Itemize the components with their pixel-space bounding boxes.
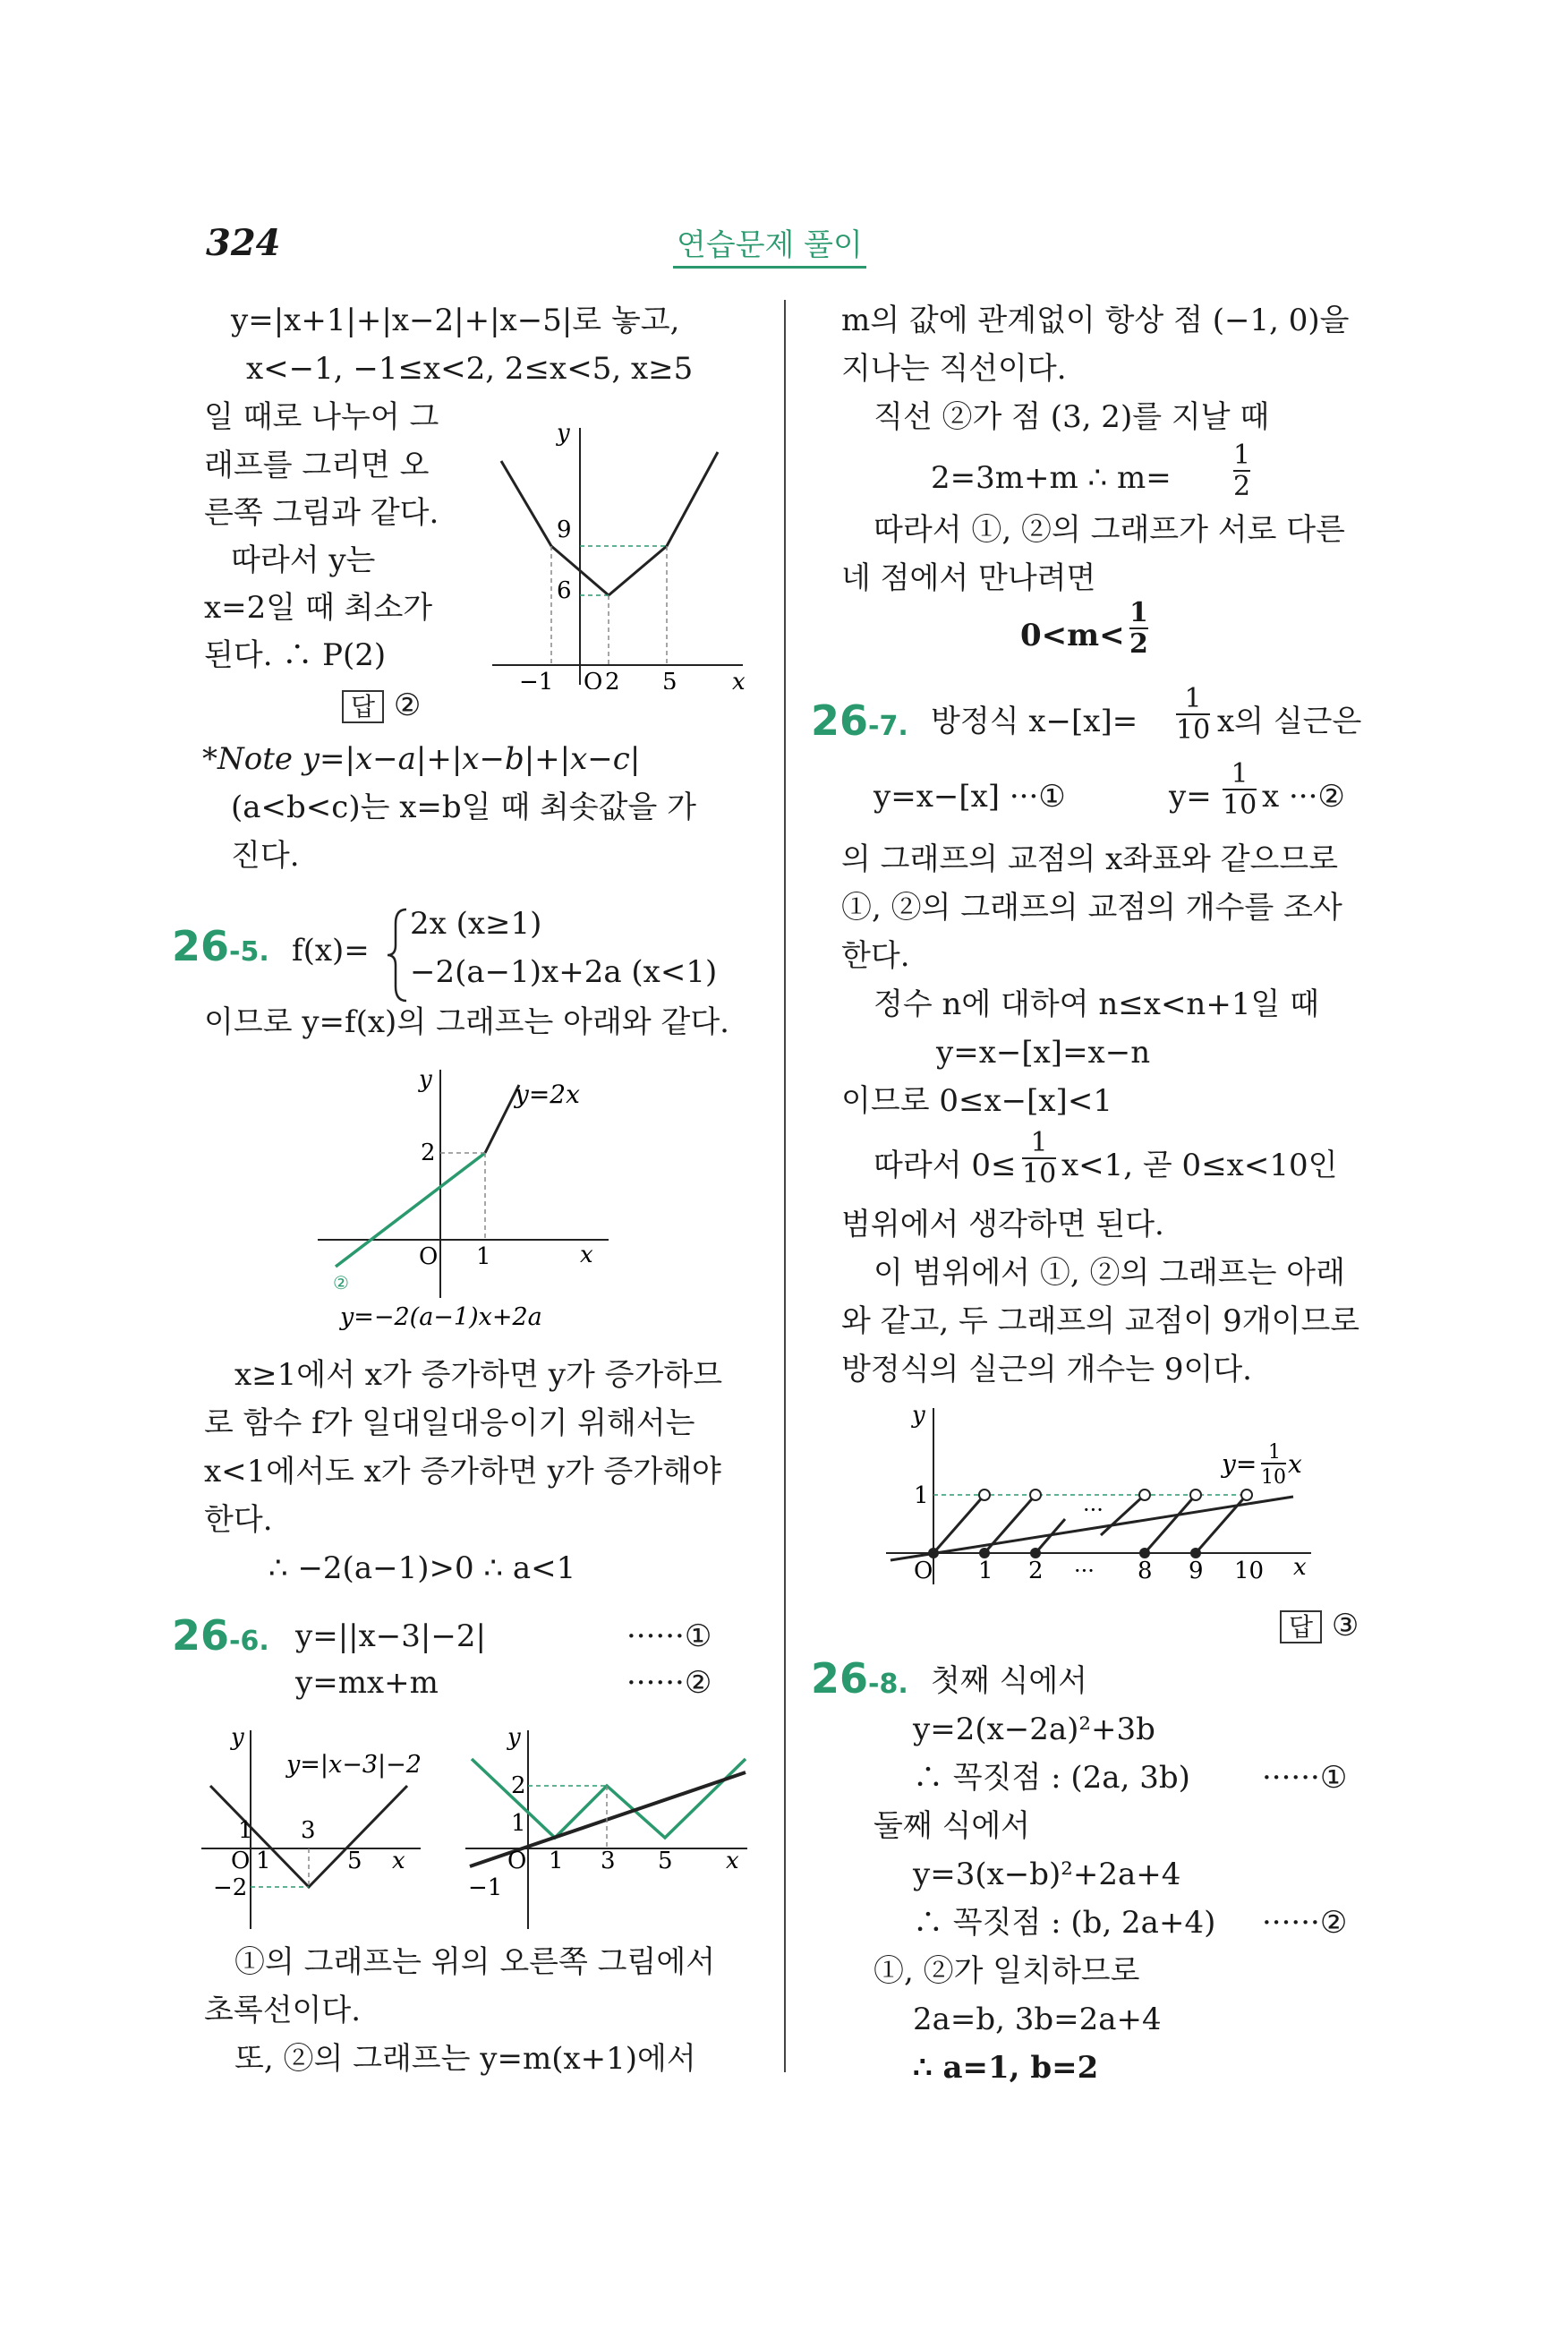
- x-label: x: [726, 1848, 739, 1874]
- frac-den: 2: [1233, 471, 1251, 502]
- left-text-3: 일 때로 나누어 그: [204, 399, 439, 435]
- x-label: x: [580, 1242, 593, 1268]
- problem-26-8-number: [811, 1654, 908, 1703]
- p8-text-3: 둘째 식에서: [873, 1808, 1031, 1844]
- open-point: [1241, 1490, 1252, 1500]
- origin-label: O: [914, 1558, 933, 1584]
- note-1: *Note y=|x−a|+|x−b|+|x−c|: [202, 741, 641, 777]
- problem-num: 26: [172, 1611, 230, 1660]
- open-point: [1190, 1490, 1201, 1500]
- p6-text-2: 초록선이다.: [204, 1993, 362, 2028]
- tick-10: 10: [1234, 1558, 1265, 1584]
- note-3: 진다.: [231, 838, 300, 874]
- line-frac-den: 10: [1261, 1466, 1286, 1489]
- tick-2: 2: [511, 1772, 526, 1799]
- p7-text-5: y=x−[x]=x−n: [936, 1035, 1151, 1071]
- tick-2: 2: [605, 669, 620, 689]
- sawtooth-segment: [984, 1495, 1035, 1553]
- right-text-3: 직선 ②가 점 (3, 2)를 지날 때: [873, 399, 1270, 435]
- right-text-6: 네 점에서 만나려면: [841, 560, 1096, 596]
- tick-2: 2: [1028, 1558, 1044, 1584]
- tick-8: 8: [1138, 1558, 1153, 1584]
- x-label: x: [392, 1848, 405, 1874]
- left-text-4: 래프를 그리면 오: [204, 448, 430, 483]
- mid-dots: ···: [1083, 1498, 1104, 1523]
- left-text-2: x<−1, −1≤x<2, 2≤x<5, x≥5: [246, 351, 694, 387]
- sawtooth-segment: [933, 1495, 984, 1553]
- tick-1: 1: [511, 1810, 526, 1837]
- tick-1: 1: [978, 1558, 993, 1584]
- p7-text-3: 한다.: [841, 938, 910, 974]
- tick-1: 1: [238, 1817, 253, 1844]
- tick-dots: ···: [1074, 1558, 1095, 1584]
- func-label: y=|x−3|−2: [286, 1751, 422, 1779]
- frac-num: 1: [1184, 683, 1202, 714]
- brace-icon: [385, 906, 412, 1004]
- p8-text-8: ∴ a=1, b=2: [913, 2050, 1099, 2086]
- p8-text-2: ∴ 꼭짓점 : (2a, 3b): [913, 1760, 1190, 1796]
- frac-num: 1: [1231, 758, 1248, 790]
- sawtooth-segment: [1196, 1495, 1247, 1553]
- tick-2: 2: [421, 1140, 436, 1166]
- frac-den: 10: [1223, 790, 1257, 821]
- problem-sub: -8.: [868, 1669, 908, 1700]
- y-label: y: [231, 1724, 244, 1751]
- p5-case-2: −2(a−1)x+2a (x<1): [410, 954, 718, 990]
- answer-box-label: 답: [342, 690, 384, 723]
- y-label: y: [507, 1724, 521, 1751]
- p7-text-8: 범위에서 생각하면 된다.: [841, 1207, 1164, 1242]
- frac-den: 10: [1022, 1158, 1057, 1190]
- tick-x1: 1: [549, 1848, 564, 1874]
- sawtooth-segment: [1145, 1495, 1196, 1553]
- problem-num: 26: [172, 922, 230, 970]
- fraction-m: [1233, 440, 1250, 501]
- p8-text-4: y=3(x−b)²+2a+4: [913, 1857, 1181, 1892]
- left-text-1: y=|x+1|+|x−2|+|x−5|로 놓고,: [231, 303, 680, 338]
- p8-text-7: 2a=b, 3b=2a+4: [913, 2002, 1162, 2037]
- curve-label: y=−2(a−1)x+2a: [340, 1303, 542, 1331]
- tick-minus-2: −2: [213, 1874, 248, 1901]
- origin-label: O: [419, 1243, 439, 1270]
- p7-title-end: x의 실근은: [1217, 704, 1362, 739]
- p8-text-6: ①, ②가 일치하므로: [873, 1953, 1140, 1989]
- right-text-5: 따라서 ①, ②의 그래프가 서로 다른: [873, 512, 1345, 548]
- fraction-range: [1129, 598, 1148, 659]
- tick-y1: 1: [914, 1482, 929, 1509]
- tick-minus-1: −1: [468, 1874, 503, 1901]
- frac-num: 1: [1233, 440, 1251, 471]
- origin-label: O: [584, 669, 603, 689]
- page-number: 324: [206, 222, 281, 264]
- figure-4-graph: [461, 1723, 756, 1947]
- line-frac-num: 1: [1268, 1441, 1281, 1464]
- left-text-7: x=2일 때 최소가: [204, 590, 433, 626]
- fraction-eq2: [1223, 759, 1257, 820]
- figure-5-graph: [882, 1401, 1329, 1598]
- fraction-title: [1176, 684, 1210, 745]
- p7-eq-1: y=x−[x] ···①: [873, 779, 1066, 815]
- right-text-2: 지나는 직선이다.: [841, 351, 1067, 387]
- p6-eq-2: y=mx+m: [295, 1665, 439, 1701]
- p7-text-4: 정수 n에 대하여 n≤x<n+1일 때: [873, 986, 1319, 1022]
- p5-text-4: 한다.: [204, 1502, 273, 1538]
- p7-eq-2b: x ···②: [1262, 779, 1345, 815]
- right-text-1: m의 값에 관계없이 항상 점 (−1, 0)을: [841, 303, 1350, 338]
- p7-text-9: 이 범위에서 ①, ②의 그래프는 아래: [873, 1255, 1345, 1291]
- p8-text-1: y=2(x−2a)²+3b: [913, 1712, 1155, 1747]
- p7-text-10: 와 같고, 두 그래프의 교점이 9개이므로: [841, 1303, 1360, 1339]
- graph-line: [501, 452, 718, 595]
- problem-sub: -7.: [868, 711, 908, 742]
- problem-sub: -6.: [229, 1626, 269, 1657]
- left-text-5: 른쪽 그림과 같다.: [204, 495, 439, 531]
- column-divider: [784, 300, 786, 2072]
- open-point: [1030, 1490, 1041, 1500]
- answer-value: ②: [393, 687, 422, 723]
- line-label: y=2x: [515, 1080, 580, 1109]
- tick-5: 5: [662, 669, 677, 689]
- problem-num: 26: [811, 1654, 869, 1703]
- frac-num: 1: [1030, 1127, 1048, 1158]
- fraction-range-2: [1022, 1128, 1056, 1189]
- open-point: [1139, 1490, 1150, 1500]
- p8-text-5: ∴ 꼭짓점 : (b, 2a+4): [913, 1905, 1216, 1941]
- line-label-b: x: [1288, 1449, 1302, 1479]
- p5-text-3: x<1에서도 x가 증가하면 y가 증가해야: [204, 1454, 721, 1490]
- figure-3-graph: [197, 1723, 465, 1947]
- p5-text-5: ∴ −2(a−1)>0 ∴ a<1: [268, 1550, 576, 1586]
- page-title: 연습문제 풀이: [673, 220, 866, 269]
- tick-9: 9: [1189, 1558, 1204, 1584]
- p6-text-3: 또, ②의 그래프는 y=m(x+1)에서: [234, 2041, 696, 2077]
- answer-value: ③: [1331, 1608, 1359, 1643]
- p5-text-2: 로 함수 f가 일대일대응이기 위해서는: [204, 1405, 695, 1441]
- frac-den: 2: [1129, 628, 1148, 660]
- curve-mark: ②: [333, 1272, 349, 1293]
- p7-text-11: 방정식의 실근의 개수는 9이다.: [841, 1352, 1252, 1387]
- sawtooth-segment: [1101, 1495, 1145, 1535]
- x-label: x: [732, 669, 746, 689]
- p5-fx: f(x)=: [292, 933, 370, 969]
- frac-den: 10: [1176, 714, 1211, 746]
- left-text-6: 따라서 y는: [231, 542, 376, 578]
- tick-3: 3: [301, 1817, 316, 1844]
- p7-title: 방정식 x−[x]=: [931, 704, 1138, 739]
- answer-7: [1280, 1608, 1359, 1644]
- x-label: x: [1293, 1554, 1307, 1581]
- problem-sub: -5.: [229, 936, 269, 968]
- tick-3: 3: [601, 1848, 616, 1874]
- tick-9: 9: [557, 516, 572, 543]
- left-text-8: 된다. ∴ P(2): [204, 637, 387, 673]
- p5-line-1: 이므로 y=f(x)의 그래프는 아래와 같다.: [204, 1004, 729, 1040]
- p7-eq-2a: y=: [1169, 779, 1212, 815]
- right-text-4: 2=3m+m ∴ m=: [931, 460, 1172, 496]
- p7-text-1: 의 그래프의 교점의 x좌표와 같으므로: [841, 841, 1339, 877]
- y-label: y: [419, 1066, 432, 1093]
- right-text-7: 0<m<: [1020, 618, 1125, 653]
- note-2: (a<b<c)는 x=b일 때 최솟값을 가: [231, 790, 696, 825]
- problem-26-5-number: [172, 922, 269, 970]
- answer-box-label: 답: [1280, 1610, 1322, 1643]
- problem-num: 26: [811, 696, 869, 745]
- p6-mark-1: ······①: [626, 1618, 712, 1654]
- tick-x1: 1: [256, 1848, 271, 1874]
- open-point: [979, 1490, 990, 1500]
- p6-mark-2: ······②: [626, 1665, 712, 1701]
- p7-text-7b: x<1, 곧 0≤x<10인: [1061, 1148, 1338, 1183]
- problem-26-7-number: [811, 696, 908, 745]
- y-label: y: [557, 421, 570, 447]
- origin-label: O: [507, 1848, 527, 1874]
- answer-1: [342, 687, 421, 724]
- p7-text-2: ①, ②의 그래프의 교점의 개수를 조사: [841, 890, 1342, 926]
- p8-text-0: 첫째 식에서: [931, 1663, 1088, 1699]
- line-label-a: y=: [1222, 1449, 1257, 1479]
- p8-mark-1: ······①: [1262, 1760, 1348, 1796]
- tick-minus-1: −1: [519, 669, 554, 689]
- p5-text-1: x≥1에서 x가 증가하면 y가 증가하므: [234, 1357, 723, 1393]
- origin-label: O: [231, 1848, 251, 1874]
- tick-5: 5: [347, 1848, 362, 1874]
- tick-1: 1: [476, 1243, 491, 1270]
- p6-text-1: ①의 그래프는 위의 오른쪽 그림에서: [234, 1944, 716, 1980]
- y-label: y: [912, 1402, 925, 1429]
- p5-case-1: 2x (x≥1): [410, 906, 542, 942]
- p7-text-6: 이므로 0≤x−[x]<1: [841, 1083, 1112, 1119]
- tick-6: 6: [557, 577, 572, 604]
- tick-5: 5: [658, 1848, 673, 1874]
- figure-2-graph: [313, 1065, 618, 1334]
- p7-text-7a: 따라서 0≤: [873, 1148, 1017, 1183]
- frac-num: 1: [1129, 597, 1148, 628]
- p6-eq-1: y=||x−3|−2|: [295, 1618, 486, 1654]
- p8-mark-2: ······②: [1262, 1905, 1348, 1941]
- curve-2: [336, 1153, 485, 1267]
- problem-26-6-number: [172, 1611, 269, 1660]
- figure-1-graph: [483, 421, 752, 689]
